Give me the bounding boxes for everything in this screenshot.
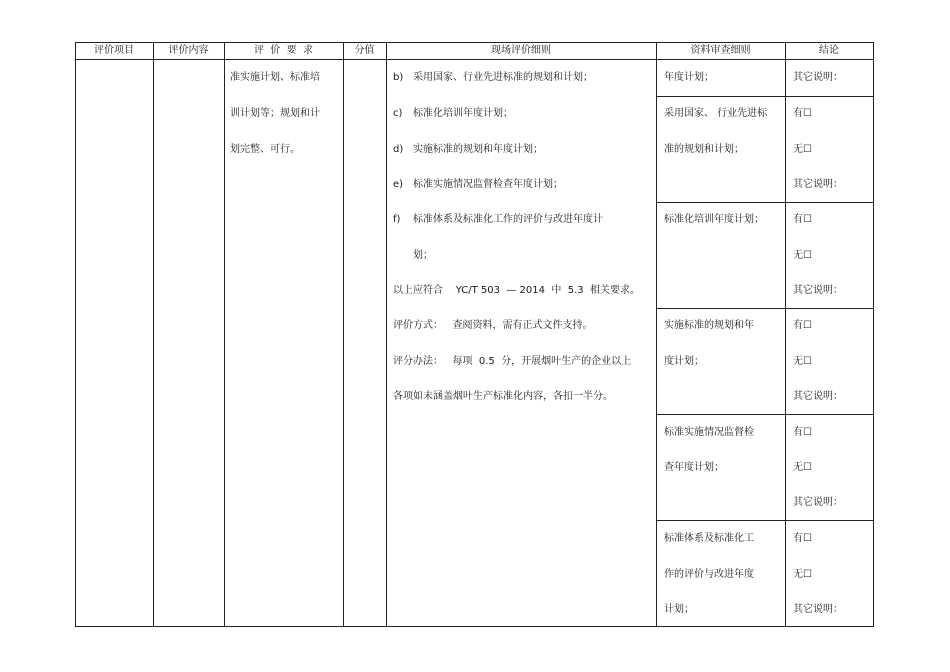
header-conclusion: 结论 bbox=[819, 45, 839, 56]
review-row-sep-1 bbox=[656, 96, 874, 97]
conclusion-row3-none-checkbox[interactable]: 无☐ bbox=[793, 356, 812, 367]
review-row4-line2: 查年度计划； bbox=[664, 462, 724, 473]
detail-score-line-2: 各项如未涵盖烟叶生产标准化内容，各扣一半分。 bbox=[393, 391, 613, 402]
header-eval-content: 评价内容 bbox=[168, 45, 209, 56]
conclusion-row5-other[interactable]: 其它说明： bbox=[793, 604, 843, 615]
review-row2-line1: 标准化培训年度计划； bbox=[664, 214, 764, 225]
detail-text-c: 标准化培训年度计划； bbox=[413, 108, 513, 119]
detail-mark-c: c) bbox=[393, 108, 403, 119]
requirement-line-3: 划完整、可行。 bbox=[230, 144, 300, 155]
review-row-sep-5 bbox=[656, 520, 874, 521]
conclusion-row2-none-checkbox[interactable]: 无☐ bbox=[793, 250, 812, 261]
conclusion-row0-other[interactable]: 其它说明： bbox=[793, 72, 843, 83]
review-row5-line1: 标准体系及标准化工 bbox=[664, 533, 754, 544]
col-border-3 bbox=[343, 42, 344, 627]
conclusion-row1-none-checkbox[interactable]: 无☐ bbox=[793, 144, 812, 155]
detail-mark-d: d) bbox=[393, 144, 404, 155]
review-row5-line3: 计划； bbox=[664, 604, 694, 615]
detail-text-b: 采用国家、行业先进标准的规划和计划； bbox=[413, 72, 593, 83]
conclusion-row2-have-checkbox[interactable]: 有☐ bbox=[793, 214, 812, 225]
detail-score-line-1: 评分办法： 每项 0.5 分，开展烟叶生产的企业以上 bbox=[393, 356, 632, 367]
review-row1-line1: 采用国家、 行业先进标 bbox=[664, 108, 768, 119]
conclusion-row5-have-checkbox[interactable]: 有☐ bbox=[793, 533, 812, 544]
review-row0-line1: 年度计划； bbox=[664, 72, 714, 83]
conclusion-row3-have-checkbox[interactable]: 有☐ bbox=[793, 320, 812, 331]
review-row3-line1: 实施标准的规划和年 bbox=[664, 320, 754, 331]
header-eval-requirement: 评 价 要 求 bbox=[253, 45, 314, 56]
header-score: 分值 bbox=[354, 45, 375, 56]
header-eval-item: 评价项目 bbox=[94, 45, 134, 56]
requirement-line-2: 训计划等；规划和计 bbox=[230, 108, 320, 119]
table-bottom-border bbox=[75, 626, 874, 627]
review-row5-line2: 作的评价与改进年度 bbox=[664, 569, 754, 580]
detail-text-f: 标准体系及标准化工作的评价与改进年度计 bbox=[413, 214, 603, 225]
review-row4-line1: 标准实施情况监督检 bbox=[664, 427, 754, 438]
review-row-sep-2 bbox=[656, 202, 874, 203]
conclusion-row3-other[interactable]: 其它说明： bbox=[793, 391, 843, 402]
conclusion-row4-other[interactable]: 其它说明： bbox=[793, 497, 843, 508]
col-border-5 bbox=[656, 42, 657, 627]
detail-text-f-cont: 划； bbox=[413, 250, 433, 261]
review-row-sep-4 bbox=[656, 414, 874, 415]
detail-text-d: 实施标准的规划和年度计划； bbox=[413, 144, 543, 155]
col-border-0 bbox=[75, 42, 76, 627]
detail-mark-f: f) bbox=[393, 214, 401, 225]
col-border-2 bbox=[224, 42, 225, 627]
review-row3-line2: 度计划； bbox=[664, 356, 704, 367]
review-row1-line2: 准的规划和计划； bbox=[664, 144, 744, 155]
conclusion-row1-have-checkbox[interactable]: 有☐ bbox=[793, 108, 812, 119]
detail-mark-e: e) bbox=[393, 179, 404, 190]
conclusion-row5-none-checkbox[interactable]: 无☐ bbox=[793, 569, 812, 580]
conclusion-row1-other[interactable]: 其它说明： bbox=[793, 179, 843, 190]
table-header-bottom-border bbox=[75, 59, 874, 60]
detail-method: 评价方式： 查阅资料，需有正式文件支持。 bbox=[393, 320, 593, 331]
col-border-1 bbox=[153, 42, 154, 627]
detail-text-e: 标准实施情况监督检查年度计划； bbox=[413, 179, 563, 190]
header-review-detail: 资料审查细则 bbox=[690, 45, 751, 56]
conclusion-row4-none-checkbox[interactable]: 无☐ bbox=[793, 462, 812, 473]
col-border-4 bbox=[386, 42, 387, 627]
header-onsite-detail: 现场评价细则 bbox=[491, 45, 551, 56]
review-row-sep-3 bbox=[656, 308, 874, 309]
conclusion-row4-have-checkbox[interactable]: 有☐ bbox=[793, 427, 812, 438]
col-border-7 bbox=[873, 42, 874, 627]
conclusion-row2-other[interactable]: 其它说明： bbox=[793, 285, 843, 296]
col-border-6 bbox=[785, 42, 786, 627]
detail-conform: 以上应符合 YC/T 503 — 2014 中 5.3 相关要求。 bbox=[393, 285, 640, 296]
requirement-line-1: 准实施计划、标准培 bbox=[230, 72, 320, 83]
detail-mark-b: b) bbox=[393, 72, 404, 83]
